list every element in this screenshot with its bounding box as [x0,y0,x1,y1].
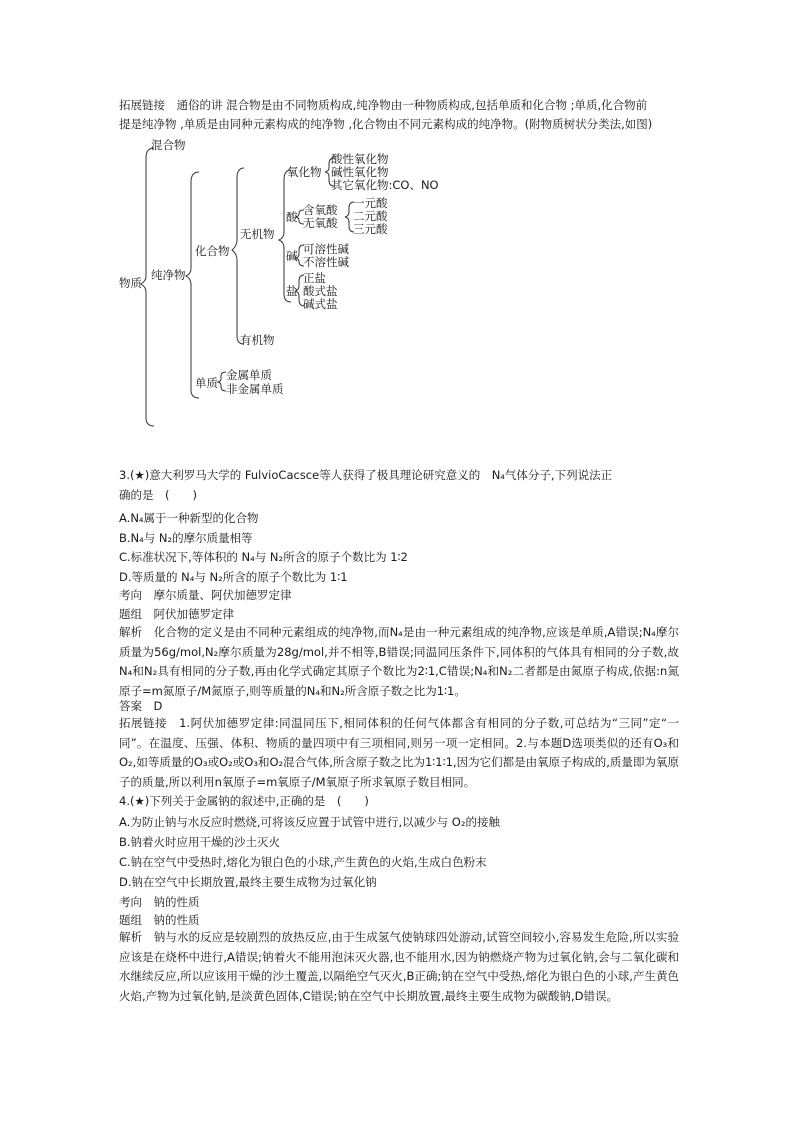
tree-base: 碱 [286,249,298,263]
q3-extension: 拓展链接 1.阿伏加德罗定律:同温同压下,相同体积的任何气体都含有相同的分子数,可总结为“三同”定“一同”。在温度、压强、体积、物质的量四项中有三项相同,则另一项一定相同。2.与本题D选项类似的还有O₃和O₂,如等质量的O₃或O₂或O₃和O₂混合气体,所含原子数之比为1∶1∶1,因为它们都是由氧原子构成的,质量即为氧原子的质量,所以利用n氧原子=m氧原子/M氧原子所求氧原子数目相同。 [119,716,679,789]
intro-line-1: 拓展链接 通俗的讲 混合物是由不同物质构成,纯净物由一种物质构成,包括单质和化合物 ;单质,化合物前 [119,98,648,112]
tree-pure: 纯净物 [151,268,186,282]
tree-oxide: 氧化物 [287,165,322,179]
tree-base-item-1: 不溶性碱 [303,255,349,269]
tree-oxide-item-0: 酸性氧化物 [331,152,389,166]
tree-element-item-1: 非金属单质 [226,382,284,396]
q3-tizu: 题组 阿伏加德罗定律 [119,607,234,621]
intro-line-2: 提是纯净物 ,单质是由同种元素构成的纯净物 ,化合物由不同元素构成的纯净物。(附物质树状分类法,如图) [119,117,653,131]
tree-salt-item-1: 酸式盐 [303,284,338,298]
q3-analysis: 解析 化合物的定义是由不同种元素组成的纯净物,而N₄是由一种元素组成的纯净物,应该是单质,A错误;N₄摩尔质量为56g/mol,N₂摩尔质量为28g/mol,并不相等,B错误;同温同压条件下,同体积的气体具有相同的分子数,故N₄和N₂具有相同的分子数,再由化学式确定其原子个数比为2∶1,C错误;N₄和N₂二者都是由氮原子构成,依据:n氮原子=m氮原子/M氮原子,则等质量的N₄和N₂所含原子数之比为1∶1。 [119,625,679,698]
q4-option-b: B.钠着火时应用干燥的沙土灭火 [119,835,281,849]
q4-stem: 4.(★)下列关于金属钠的叙述中,正确的是 ( ) [119,794,369,808]
tree-element-item-0: 金属单质 [226,368,272,382]
q3-stem-line-1: 3.(★)意大利罗马大学的 FulvioCacsce等人获得了极具理论研究意义的 N₄气体分子,下列说法正 [119,468,613,482]
tree-inorganic: 无机物 [240,227,275,241]
tree-salt-item-2: 碱式盐 [303,297,338,311]
q3-option-b: B.N₄与 N₂的摩尔质量相等 [119,531,253,545]
tree-acid-basicity-1: 二元酸 [353,209,388,223]
tree-acid-basicity-2: 三元酸 [353,222,388,236]
q3-option-c: C.标准状况下,等体积的 N₄与 N₂所含的原子个数比为 1∶2 [119,550,408,564]
q3-option-d: D.等质量的 N₄与 N₂所含的原子个数比为 1∶1 [119,570,348,584]
tree-mixture: 混合物 [151,138,186,152]
tree-base-item-0: 可溶性碱 [303,242,349,256]
q4-analysis: 解析 钠与水的反应是较剧烈的放热反应,由于生成氢气使钠球四处游动,试管空间较小,容易发生危险,所以实验应该是在烧杯中进行,A错误;钠着火不能用泡沫灭火器,也不能用水,因为钠燃烧产物为过氧化钠,会与二氧化碳和水继续反应,所以应该用干燥的沙土覆盖,以隔绝空气灭火,B正确;钠在空气中受热,熔化为银白色的小球,产生黄色火焰,产物为过氧化钠,是淡黄色固体,C错误;钠在空气中长期放置,最终主要生成物为碳酸钠,D错误。 [119,930,679,1003]
q4-option-a: A.为防止钠与水反应时燃烧,可将该反应置于试管中进行,以减少与 O₂的接触 [119,815,500,829]
q3-stem-line-2: 确的是 ( ) [119,488,197,502]
tree-salt-item-0: 正盐 [303,271,326,285]
tree-element: 单质 [195,376,218,390]
tree-acid-item-1: 无氧酸 [303,216,338,230]
tree-organic: 有机物 [240,333,275,347]
tree-compound: 化合物 [195,244,230,258]
q4-tizu: 题组 钠的性质 [119,913,200,927]
tree-oxide-item-1: 碱性氧化物 [331,165,389,179]
tree-acid: 酸 [286,210,298,224]
q4-option-d: D.钠在空气中长期放置,最终主要生成物为过氧化钠 [119,875,377,889]
q4-kaoxiang: 考向 钠的性质 [119,895,200,909]
tree-salt: 盐 [286,284,298,298]
tree-acid-basicity-0: 一元酸 [353,196,388,210]
q3-kaoxiang: 考向 摩尔质量、阿伏加德罗定律 [119,588,292,602]
tree-root: 物质 [119,276,142,290]
q3-option-a: A.N₄属于一种新型的化合物 [119,511,259,525]
q4-option-c: C.钠在空气中受热时,熔化为银白色的小球,产生黄色的火焰,生成白色粉末 [119,855,487,869]
tree-acid-item-0: 含氧酸 [303,203,338,217]
q3-answer: 答案 D [119,699,163,713]
tree-oxide-item-2: 其它氧化物:CO、NO [331,178,439,192]
